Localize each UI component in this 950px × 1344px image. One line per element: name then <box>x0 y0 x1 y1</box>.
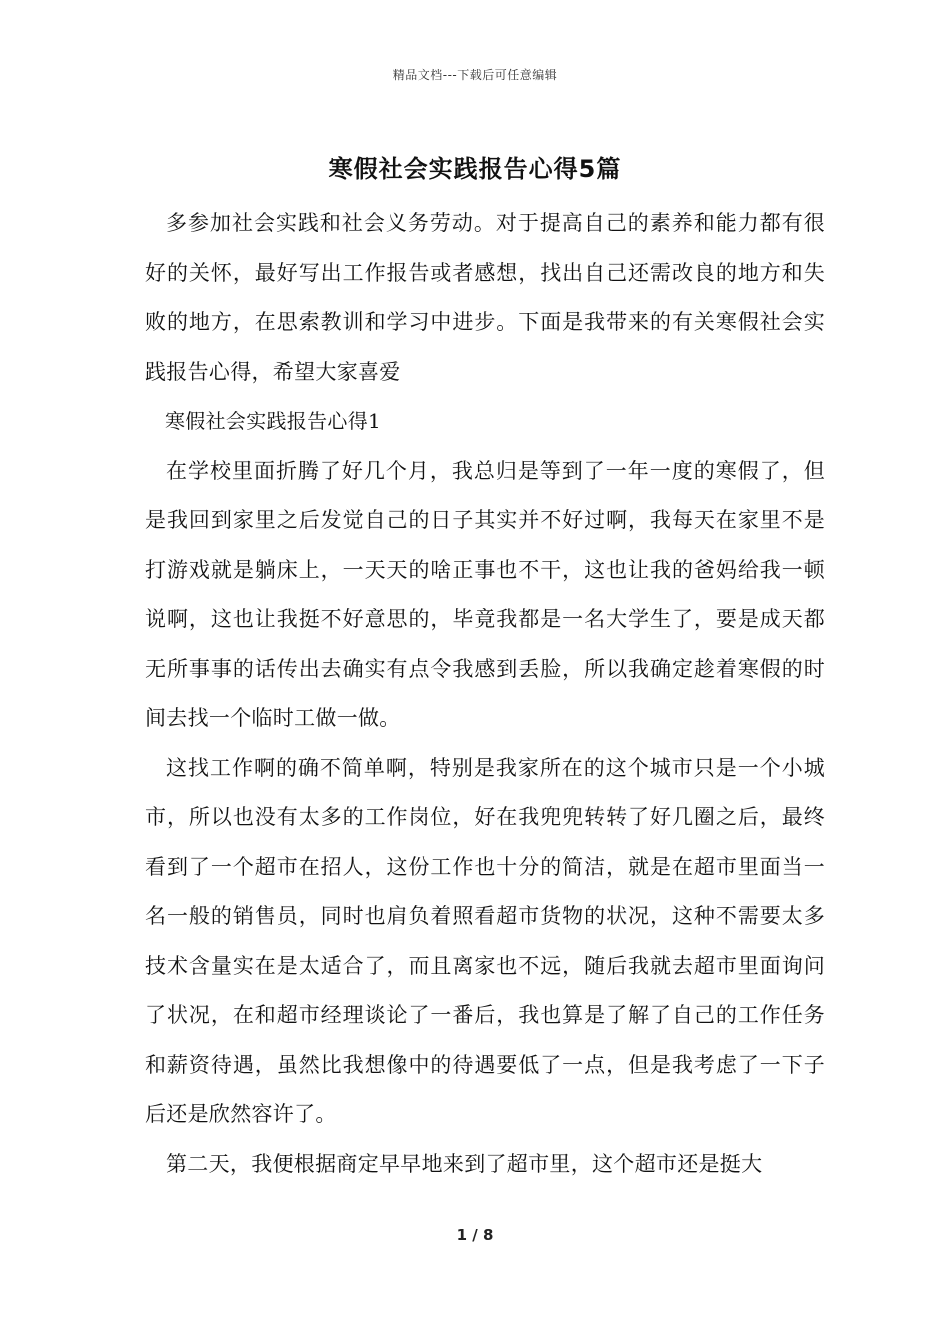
document-title: 寒假社会实践报告心得5篇 <box>328 155 622 183</box>
section-heading: 寒假社会实践报告心得1 <box>165 409 382 433</box>
body-paragraph: 这找工作啊的确不简单啊，特别是我家所在的这个城市只是一个小城市，所以也没有太多的工作岗位，好在我兜兜转转了好几圈之后，最终看到了一个超市在招人，这份工作也十分的简洁，就是在超市里面当一名一般的销售员，同时也肩负着照看超市货物的状况，这种不需要太多技术含量实在是太适合了，而且离家也不远，随后我就去超市里面询问了状况，在和超市经理谈论了一番后，我也算是了解了自己的工作任务和薪资待遇，虽然比我想像中的待遇要低了一点，但是我考虑了一下子后还是欣然容许了。 <box>145 755 825 1126</box>
intro-paragraph: 多参加社会实践和社会义务劳动。对于提高自己的素养和能力都有很好的关怀，最好写出工作报告或者感想，找出自己还需改良的地方和失败的地方，在思索教训和学习中进步。下面是我带来的有关寒假社会实践报告心得，希望大家喜爱 <box>145 211 825 384</box>
document-body <box>145 199 825 1189</box>
body-paragraph: 在学校里面折腾了好几个月，我总归是等到了一年一度的寒假了，但是我回到家里之后发觉自己的日子其实并不好过啊，我每天在家里不是打游戏就是躺床上，一天天的啥正事也不干，这也让我的爸妈给我一顿说啊，这也让我挺不好意思的，毕竟我都是一名大学生了，要是成天都无所事事的话传出去确实有点令我感到丢脸，所以我确定趁着寒假的时间去找一个临时工做一做。 <box>145 458 825 730</box>
page-number: 1 / 8 <box>456 1226 494 1244</box>
body-paragraph: 第二天，我便根据商定早早地来到了超市里，这个超市还是挺大 <box>166 1151 763 1176</box>
page-header: 精品文档---下载后可任意编辑 <box>392 68 558 82</box>
